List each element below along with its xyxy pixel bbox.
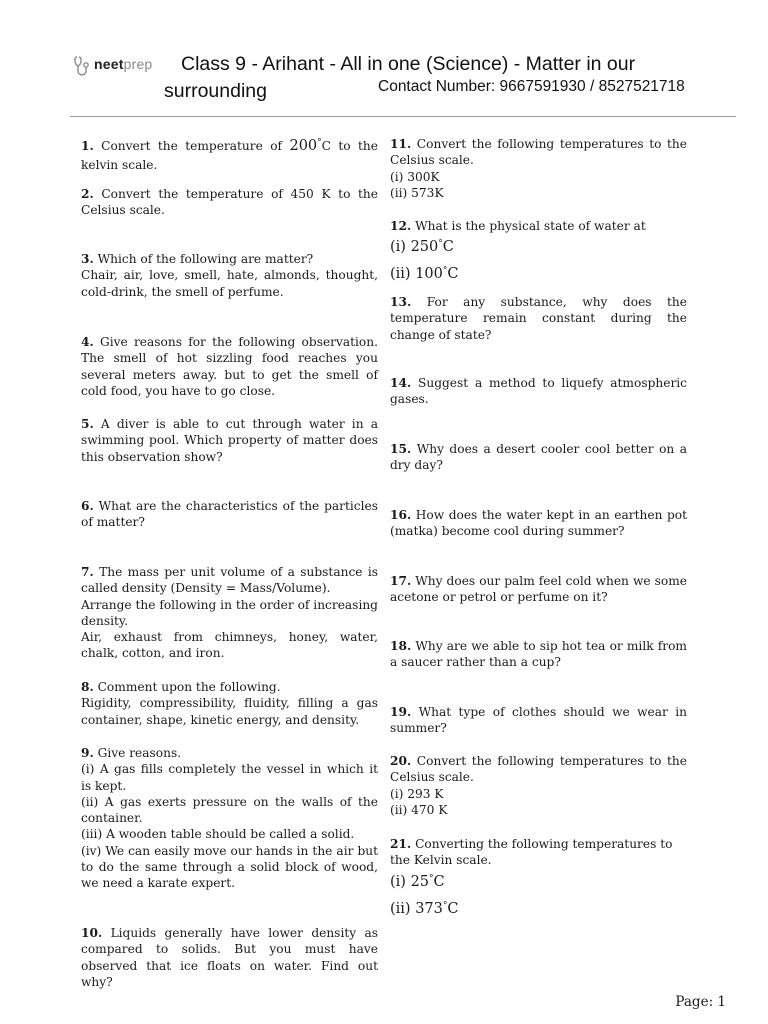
page-number: Page: 1: [675, 994, 726, 1010]
question-13: 13. For any substance, why does the temperature remain constant during the change of state?: [390, 295, 687, 342]
question-1: 1. Convert the temperature of 200°C to the kelvin scale.: [81, 138, 378, 172]
page-header: [0, 0, 768, 116]
question-15: 15. Why does a desert cooler cool better on a dry day?: [390, 442, 687, 473]
question-7: 7. The mass per unit volume of a substance is called density (Density = Mass/Volume). Arrange the following in the order of increasing density. Air, exhaust from chimneys, honey, water, chalk, cotton, and iron.: [81, 565, 378, 661]
question-14: 14. Suggest a method to liquefy atmospheric gases.: [390, 376, 687, 407]
question-18: 18. Why are we able to sip hot tea or milk from a saucer rather than a cup?: [390, 639, 687, 670]
question-2: 2. Convert the temperature of 450 K to the Celsius scale.: [81, 187, 378, 218]
document-title: Class 9 - Arihant - All in one (Science) - Matter in our: [181, 53, 636, 75]
question-8: 8. Comment upon the following. Rigidity, compressibility, fluidity, filling a gas container, shape, kinetic energy, and density.: [81, 680, 378, 727]
document-title-continued: surrounding: [164, 80, 267, 102]
question-3: 3. Which of the following are matter? Chair, air, love, smell, hate, almonds, thought, cold-drink, the smell of perfume.: [81, 252, 378, 299]
question-6: 6. What are the characteristics of the particles of matter?: [81, 499, 378, 530]
question-12: 12. What is the physical state of water at (i) 250°C (ii) 100°C: [390, 219, 646, 283]
question-10: 10. Liquids generally have lower density as compared to solids. But you must have observed that ice floats on water. Find out why?: [81, 926, 378, 989]
logo-wordmark: neetprep: [94, 56, 153, 72]
neetprep-logo: [72, 54, 162, 80]
header-divider: [70, 116, 736, 117]
question-17: 17. Why does our palm feel cold when we some acetone or petrol or perfume on it?: [390, 574, 687, 605]
question-21: 21. Converting the following temperatures to the Kelvin scale. (i) 25°C (ii) 373°C: [390, 837, 673, 917]
stethoscope-icon: [72, 54, 94, 80]
question-20: 20. Convert the following temperatures to the Celsius scale. (i) 293 K (ii) 470 K: [390, 754, 687, 817]
question-19: 19. What type of clothes should we wear in summer?: [390, 705, 687, 736]
contact-number: Contact Number: 9667591930 / 8527521718: [378, 78, 685, 95]
question-5: 5. A diver is able to cut through water in a swimming pool. Which property of matter does this observation show?: [81, 417, 378, 464]
question-11: 11. Convert the following temperatures to the Celsius scale. (i) 300K (ii) 573K: [390, 137, 687, 200]
question-4: 4. Give reasons for the following observation. The smell of hot sizzling food reaches you several meters away. but to get the smell of cold food, you have to go close.: [81, 335, 378, 398]
question-9: 9. Give reasons. (i) A gas fills completely the vessel in which it is kept. (ii) A gas exerts pressure on the walls of the container. (iii) A wooden table should be called a solid. (iv) We can easily move our hands in the air but to do the same through a solid block of wood, we need a karate expert.: [81, 746, 378, 891]
question-16: 16. How does the water kept in an earthen pot (matka) become cool during summer?: [390, 508, 687, 539]
